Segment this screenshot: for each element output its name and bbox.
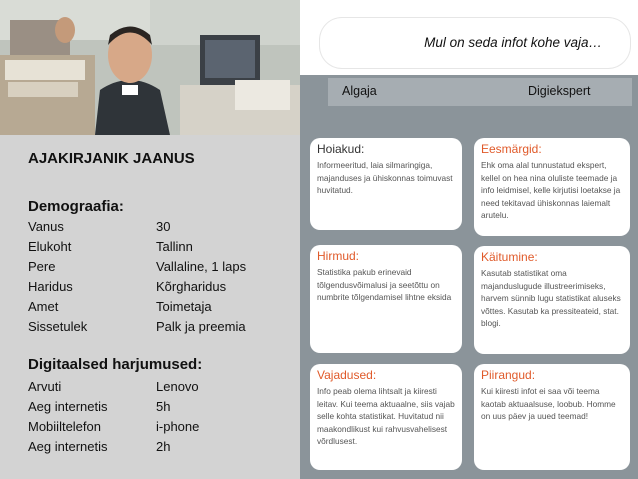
card-text: Info peab olema lihtsalt ja kiiresti leitav. Kui teema aktuaalne, siis vajab selle kohta statistikat. Huvitatud nii maakondlikust kui rahvusvahelisest võrdlusest. <box>317 386 455 446</box>
row-label: Arvuti <box>28 379 62 394</box>
row-value: i-phone <box>156 419 200 434</box>
row-label: Mobiiltelefon <box>28 419 101 434</box>
row-value: 30 <box>156 219 171 234</box>
habits-row <box>28 439 288 457</box>
row-value: 2h <box>156 439 171 454</box>
row-label: Elukoht <box>28 239 72 254</box>
card-constraints <box>474 364 630 470</box>
row-value: Toimetaja <box>156 299 212 314</box>
card-title: Eesmärgid: <box>481 142 542 156</box>
scale-label-right: Digiekspert <box>528 84 591 98</box>
habits-heading: Digitaalsed harjumused: <box>28 356 203 373</box>
card-title: Piirangud: <box>481 368 536 382</box>
row-label: Aeg internetis <box>28 399 108 414</box>
card-behavior <box>474 246 630 354</box>
persona-photo <box>0 0 300 135</box>
card-goals <box>474 138 630 236</box>
demographics-row <box>28 219 288 237</box>
demographics-row <box>28 279 288 297</box>
row-value: Lenovo <box>156 379 199 394</box>
row-value: Palk ja preemia <box>156 319 246 334</box>
card-text: Ehk oma alal tunnustatud ekspert, kellel on hea nina oluliste teemade ja info leidmisel, kelle kirjutisi loetakse ja need tekitavad ühiskonnas laiemalt arutelu. <box>481 160 621 220</box>
card-title: Vajadused: <box>317 368 377 382</box>
card-text: Informeeritud, laia silmaringiga, majanduses ja ühiskonnas toimuvast huvitatud. <box>317 160 453 195</box>
card-fears <box>310 245 462 353</box>
row-label: Vanus <box>28 219 64 234</box>
card-title: Hirmud: <box>317 249 360 263</box>
card-text: Statistika pakub erinevaid tõlgendusvõimalusi ja seetõttu on numbrite tõlgendamisel lihtne eksida <box>317 267 452 302</box>
row-value: Kõrgharidus <box>156 279 227 294</box>
row-label: Aeg internetis <box>28 439 108 454</box>
row-value: Tallinn <box>156 239 193 254</box>
row-label: Haridus <box>28 279 73 294</box>
demographics-row <box>28 259 288 277</box>
persona-title: AJAKIRJANIK JAANUS <box>28 150 195 167</box>
row-value: Vallaline, 1 laps <box>156 259 247 274</box>
habits-row <box>28 419 288 437</box>
habits-row <box>28 379 288 397</box>
row-value: 5h <box>156 399 171 414</box>
card-title: Käitumine: <box>481 250 538 264</box>
demographics-row <box>28 319 288 337</box>
quote-text: Mul on seda infot kohe vaja… <box>424 35 602 50</box>
habits-row <box>28 399 288 417</box>
scale-label-left: Algaja <box>342 84 377 98</box>
card-title: Hoiakud: <box>317 142 365 156</box>
demographics-row <box>28 299 288 317</box>
row-label: Pere <box>28 259 56 274</box>
row-label: Sissetulek <box>28 319 88 334</box>
demographics-heading: Demograafia: <box>28 198 124 215</box>
card-attitudes <box>310 138 462 230</box>
demographics-row <box>28 239 288 257</box>
card-text: Kasutab statistikat oma majanduslugude illustreerimiseks, harvem sünnib lugu statistikat aluseks võttes. Kasutab ka pressiteateid, stat. blogi. <box>481 268 621 328</box>
card-needs <box>310 364 462 470</box>
row-label: Amet <box>28 299 59 314</box>
card-text: Kui kiiresti infot ei saa või teema kaotab aktuaalsuse, loobub. Homme on uus päev ja uued teemad! <box>481 386 616 421</box>
